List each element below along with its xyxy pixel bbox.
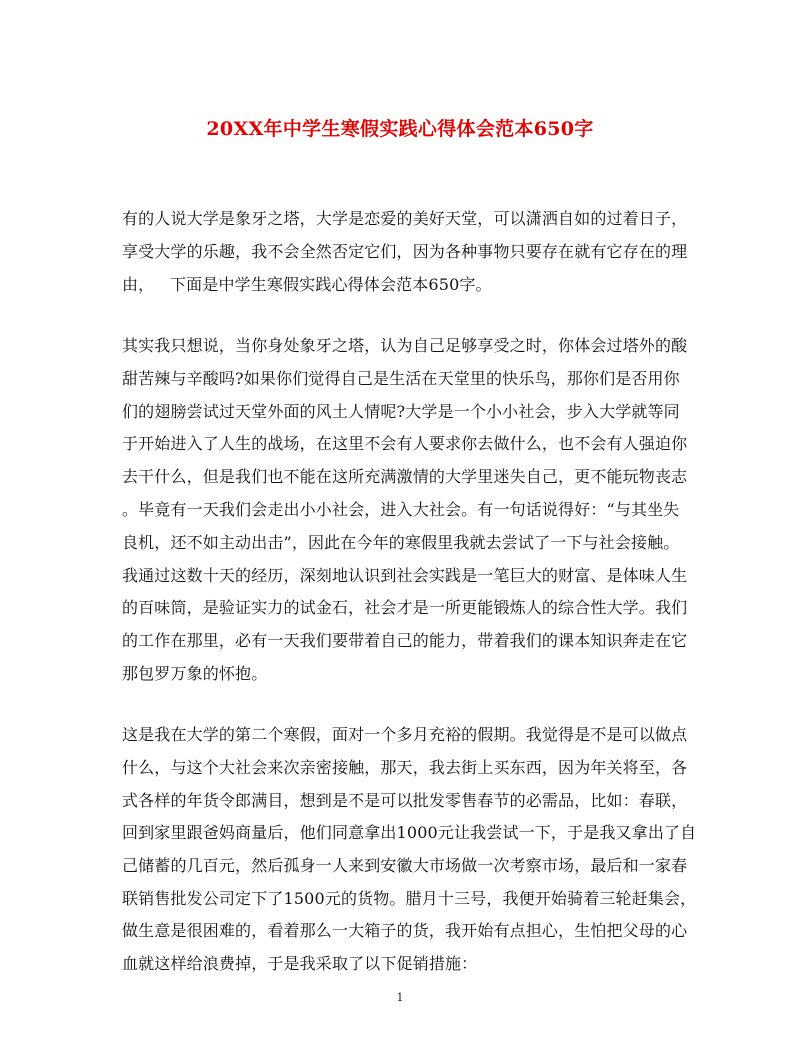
paragraph-2-line-1: 其实我只想说，当你身处象牙之塔，认为自己足够享受之时，你体会过塔外的酸 xyxy=(122,336,688,355)
paragraph-2-line-7: 良机，还不如主动出击”，因此在今年的寒假里我就去尝试了一下与社会接触。 xyxy=(122,533,680,552)
document-title: 20XX年中学生寒假实践心得体会范本650字 xyxy=(206,118,594,140)
paragraph-1-line-2: 享受大学的乐趣，我不会全然否定它们，因为各种事物只要存在就有它存在的理 xyxy=(122,242,688,261)
paragraph-2-line-3: 们的翅膀尝试过天堂外面的风土人情呢?大学是一个小小社会，步入大学就等同 xyxy=(122,402,680,421)
paragraph-3-line-4: 回到家里跟爸妈商量后，他们同意拿出1000元让我尝试一下，于是我又拿出了自 xyxy=(122,823,697,842)
page-number: 1 xyxy=(396,991,404,1004)
paragraph-2-line-11: 那包罗万象的怀抱。 xyxy=(122,664,268,683)
paragraph-2-line-2: 甜苦辣与辛酸吗?如果你们觉得自己是生活在天堂里的快乐鸟，那你们是否用你 xyxy=(122,369,680,388)
paragraph-3-line-3: 式各样的年货令郎满目，想到是不是可以批发零售春节的必需品，比如：春联， xyxy=(122,791,688,810)
paragraph-3-line-5: 己储蓄的几百元，然后孤身一人来到安徽大市场做一次考察市场，最后和一家春 xyxy=(122,856,688,875)
paragraph-3-line-7: 做生意是很困难的，看着那么一大箱子的货，我开始有点担心，生怕把父母的心 xyxy=(122,921,688,940)
paragraph-2-line-10: 的工作在那里，必有一天我们要带着自己的能力，带着我们的课本知识奔走在它 xyxy=(122,631,688,650)
paragraph-3-line-8: 血就这样给浪费掉，于是我采取了以下促销措施： xyxy=(122,954,478,973)
paragraph-1-line-3: 由， 下面是中学生寒假实践心得体会范本650字。 xyxy=(122,275,492,294)
paragraph-2-line-5: 去干什么，但是我们也不能在这所充满激情的大学里迷失自己，更不能玩物丧志 xyxy=(122,467,688,486)
paragraph-3-line-6: 联销售批发公司定下了1500元的货物。腊月十三号，我便开始骑着三轮赶集会， xyxy=(122,889,697,908)
paragraph-2-line-6: 。毕竟有一天我们会走出小小社会，进入大社会。有一句话说得好：“与其坐失 xyxy=(122,500,680,519)
paragraph-3-line-2: 什么，与这个大社会来次亲密接触，那天，我去街上买东西，因为年关将至，各 xyxy=(122,758,688,777)
paragraph-2-line-8: 我通过这数十天的经历，深刻地认识到社会实践是一笔巨大的财富、是体味人生 xyxy=(122,566,688,585)
paragraph-3-line-1: 这是我在大学的第二个寒假，面对一个多月充裕的假期。我觉得是不是可以做点 xyxy=(122,725,688,744)
paragraph-2-line-9: 的百味筒，是验证实力的试金石，社会才是一所更能锻炼人的综合性大学。我们 xyxy=(122,598,688,617)
paragraph-2-line-4: 于开始进入了人生的战场，在这里不会有人要求你去做什么，也不会有人强迫你 xyxy=(122,434,688,453)
paragraph-1-line-1: 有的人说大学是象牙之塔，大学是恋爱的美好天堂，可以潇洒自如的过着日子， xyxy=(122,209,688,228)
